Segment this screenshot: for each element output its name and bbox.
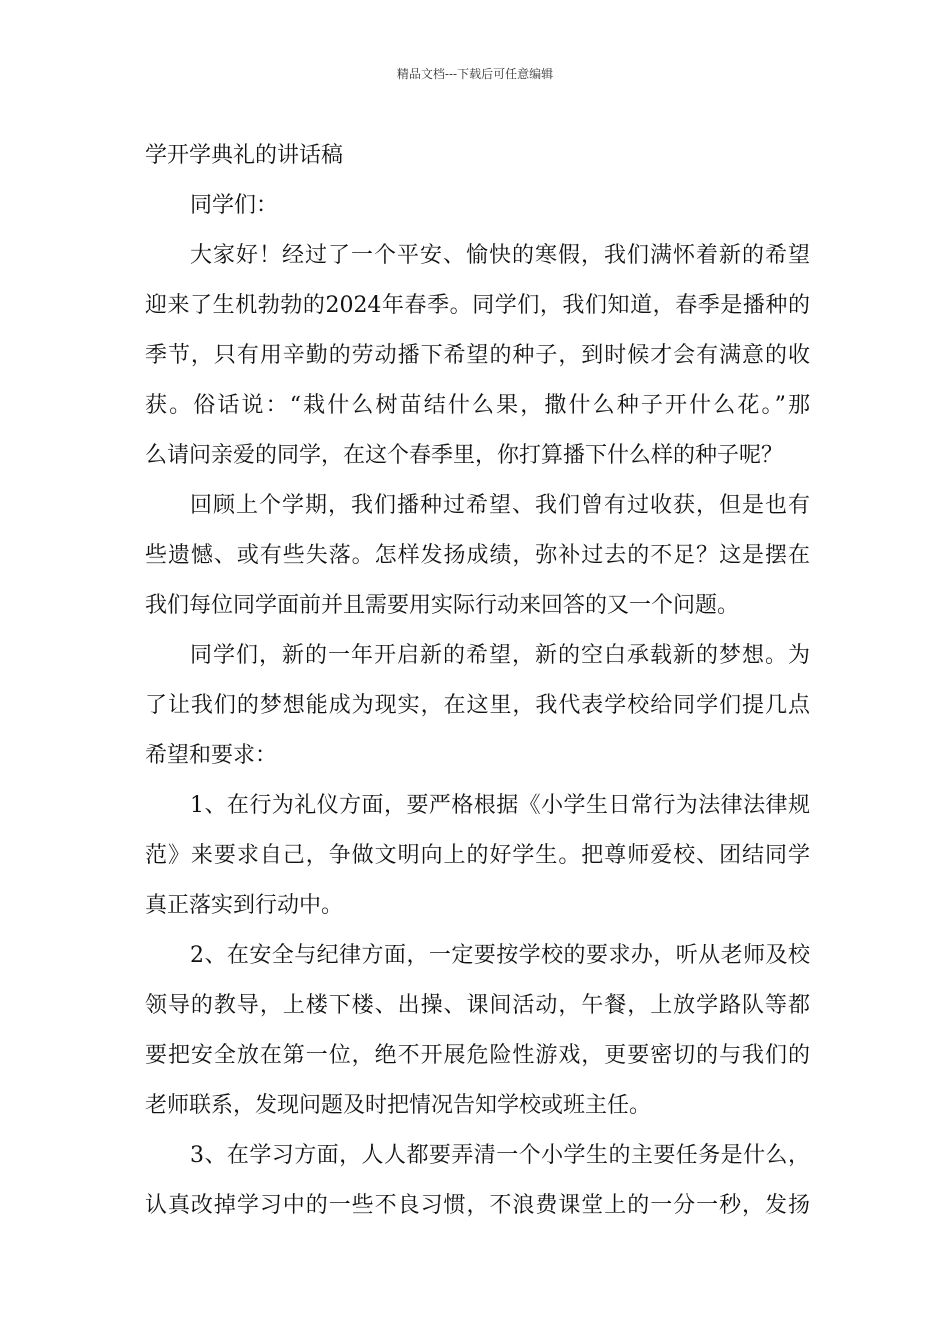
text-line: 么请问亲爱的同学，在这个春季里，你打算播下什么样的种子呢？ [145, 443, 784, 468]
text-line: 领导的教导，上楼下楼、出操、课间活动，午餐，上放学路队等都 [145, 993, 810, 1018]
text-line: 认真改掉学习中的一些不良习惯，不浪费课堂上的一分一秒，发扬 [145, 1193, 810, 1218]
text-line: 获。俗话说：“栽什么树苗结什么果，撒什么种子开什么花。”那 [145, 393, 810, 418]
document-title: 学开学典礼的讲话稿 [145, 143, 344, 168]
text-line: 同学们，新的一年开启新的希望，新的空白承载新的梦想。为 [190, 643, 810, 668]
text-line: 范》来要求自己，争做文明向上的好学生。把尊师爱校、团结同学 [145, 843, 810, 868]
text-line: 真正落实到行动中。 [145, 893, 344, 918]
text-line: 季节，只有用辛勤的劳动播下希望的种子，到时候才会有满意的收 [145, 343, 810, 368]
text-line: 大家好！经过了一个平安、愉快的寒假，我们满怀着新的希望 [190, 243, 810, 268]
text-line: 迎来了生机勃勃的2024年春季。同学们，我们知道，春季是播种的 [145, 293, 810, 318]
document-body [145, 131, 810, 1231]
text-line: 1、在行为礼仪方面，要严格根据《小学生日常行为法律法律规 [190, 793, 810, 818]
text-line: 了让我们的梦想能成为现实，在这里，我代表学校给同学们提几点 [145, 693, 810, 718]
text-line: 希望和要求： [145, 743, 278, 768]
page-header: 精品文档---下载后可任意编辑 [396, 67, 554, 81]
paragraph-lines [145, 181, 810, 1231]
text-line: 老师联系，发现问题及时把情况告知学校或班主任。 [145, 1093, 652, 1118]
text-line: 同学们： [190, 193, 279, 218]
text-line: 2、在安全与纪律方面，一定要按学校的要求办，听从老师及校 [190, 943, 810, 968]
text-line: 回顾上个学期，我们播种过希望、我们曾有过收获，但是也有 [190, 493, 810, 518]
text-line: 3、在学习方面，人人都要弄清一个小学生的主要任务是什么， [190, 1143, 810, 1168]
text-line: 要把安全放在第一位，绝不开展危险性游戏，更要密切的与我们的 [145, 1043, 810, 1068]
text-line: 些遗憾、或有些失落。怎样发扬成绩，弥补过去的不足？这是摆在 [145, 543, 810, 568]
text-line: 我们每位同学面前并且需要用实际行动来回答的又一个问题。 [145, 593, 740, 618]
